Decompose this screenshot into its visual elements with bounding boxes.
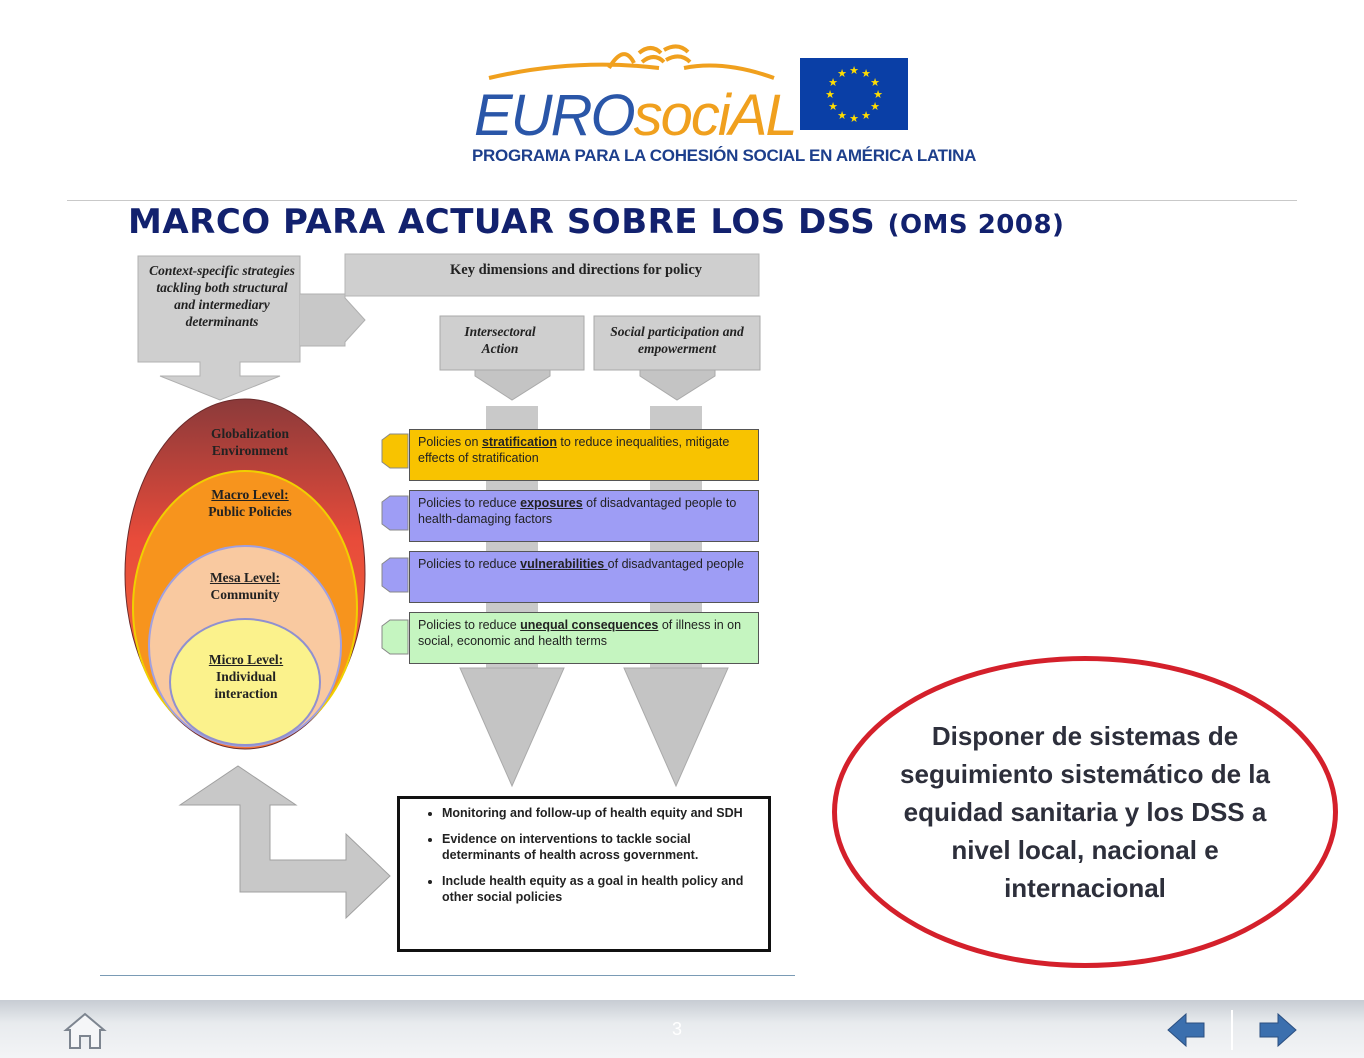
intersectoral-action-label: Intersectoral Action [464, 324, 536, 356]
policy-stratification: Policies on stratification to reduce inequalities, mitigate effects of stratification [409, 429, 759, 481]
policy-vulnerabilities: Policies to reduce vulnerabilities of disadvantaged people [409, 551, 759, 603]
monitoring-item: • Include health equity as a goal in health policy and other social policies [442, 873, 768, 905]
home-icon [62, 1010, 108, 1052]
monitoring-item: • Monitoring and follow-up of health equity and SDH [442, 805, 768, 821]
svg-text:★: ★ [873, 88, 883, 101]
home-button[interactable] [62, 1010, 108, 1052]
slide-title-suffix: (OMS 2008) [887, 210, 1065, 240]
eu-flag-icon [800, 58, 908, 130]
arrow-right-icon [1258, 1010, 1298, 1050]
monitoring-box [397, 796, 771, 952]
level-macro: Macro Level: Public Policies [208, 487, 292, 519]
level-mesa: Mesa Level: Community [209, 570, 281, 602]
svg-text:★: ★ [837, 67, 847, 80]
callout-ellipse [832, 656, 1338, 968]
slide-title: MARCO PARA ACTUAR SOBRE LOS DSS (OMS 2008) [128, 202, 1065, 242]
level-globalization: Globalization Environment [210, 426, 289, 458]
previous-slide-button[interactable] [1166, 1010, 1206, 1050]
svg-text:★: ★ [870, 76, 880, 89]
svg-text:★: ★ [861, 109, 871, 122]
svg-text:★: ★ [849, 112, 859, 125]
policy-unequal-consequences: Policies to reduce unequal consequences of illness in on social, economic and health terms [409, 612, 759, 664]
nav-separator [1231, 1010, 1233, 1050]
eu-stars [800, 58, 908, 130]
policy-exposures: Policies to reduce exposures of disadvantaged people to health-damaging factors [409, 490, 759, 542]
svg-text:★: ★ [828, 100, 838, 113]
eurosocial-logo-text: EUROsociAL [474, 83, 796, 148]
content-divider [100, 975, 795, 976]
callout-text: Disponer de sistemas de seguimiento sistemático de la equidad sanitaria y los DSS a nivel local, nacional e internacional [900, 721, 1270, 903]
svg-text:★: ★ [870, 100, 880, 113]
svg-text:★: ★ [828, 76, 838, 89]
monitoring-item: • Evidence on interventions to tackle social determinants of health across government. [442, 831, 768, 863]
svg-text:★: ★ [837, 109, 847, 122]
context-strategies-label: Context-specific strategies tackling both structural and intermediary determinants [149, 263, 295, 329]
level-micro: Micro Level: Individual interaction [208, 652, 284, 701]
page-number: 3 [672, 1019, 683, 1039]
svg-text:★: ★ [825, 88, 835, 101]
logo-tagline: PROGRAMA PARA LA COHESIÓN SOCIAL EN AMÉRICA LATINA [472, 146, 977, 165]
social-participation-label: Social participation and empowerment [610, 324, 744, 356]
svg-text:★: ★ [861, 67, 871, 80]
next-slide-button[interactable] [1258, 1010, 1298, 1050]
svg-text:★: ★ [849, 64, 859, 77]
arrow-left-icon [1166, 1010, 1206, 1050]
title-divider [67, 200, 1297, 201]
key-dimensions-label: Key dimensions and directions for policy [449, 262, 703, 278]
